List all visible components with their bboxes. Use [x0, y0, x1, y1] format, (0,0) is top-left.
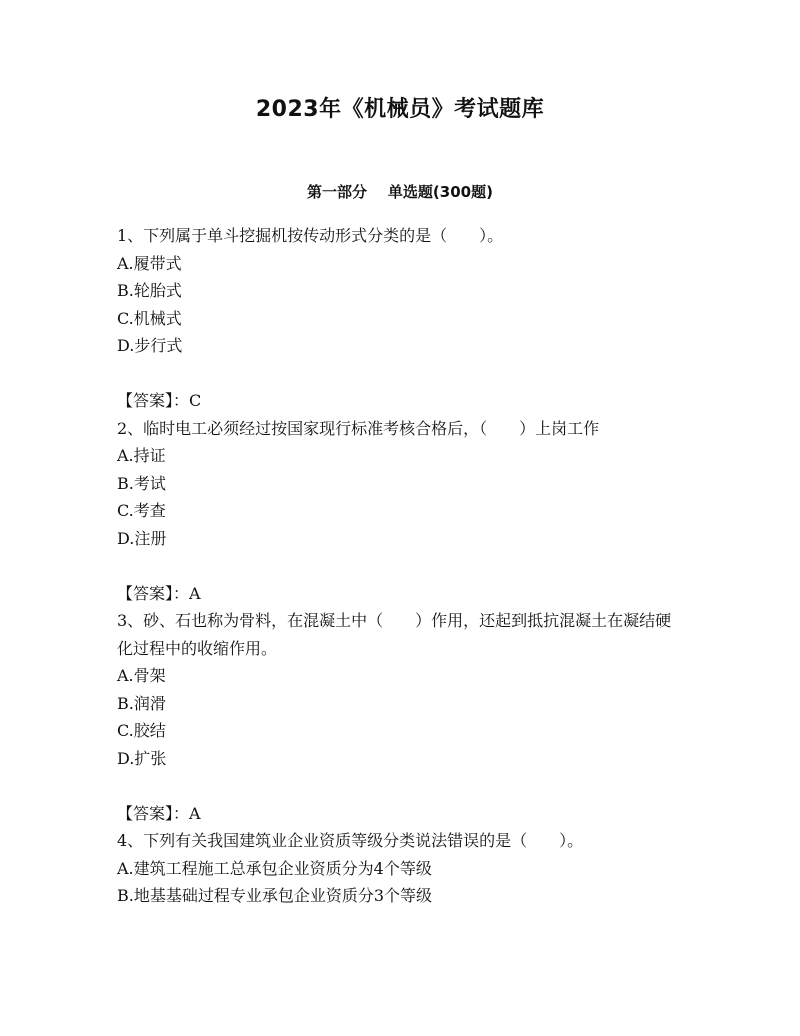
option-b: B.考试	[117, 473, 166, 493]
option-b: B.润滑	[117, 693, 166, 713]
option-d: D.扩张	[117, 748, 167, 768]
answer-value: A	[189, 583, 201, 603]
option-b: B.轮胎式	[117, 281, 182, 300]
question-item	[117, 827, 683, 910]
option-a: A.骨架	[117, 666, 166, 685]
section-title: 第一部分 单选题(300题)	[307, 183, 493, 201]
answer-label: 【答案】：	[117, 583, 190, 603]
option-d: D.注册	[117, 528, 167, 548]
question-stem: 2、临时电工必须经过按国家现行标准考核合格后，（ ）上岗工作	[117, 418, 600, 438]
answer-line	[117, 387, 683, 415]
question-item	[117, 415, 683, 608]
answer-value: C	[189, 391, 202, 410]
answer-label: 【答案】：	[117, 391, 190, 410]
answer-label: 【答案】：	[117, 803, 190, 823]
question-stem: 3、砂、石也称为骨料，在混凝土中（ ）作用，还起到抵抗混凝土在凝结硬化过程中的收缩作用。	[117, 611, 672, 658]
option-d: D.步行式	[117, 336, 183, 355]
document-title: 2023年《机械员》考试题库	[255, 97, 545, 122]
answer-line	[117, 800, 683, 828]
option-c: C.胶结	[117, 721, 166, 740]
question-item	[117, 222, 683, 415]
answer-value: A	[189, 803, 201, 823]
option-a: A.履带式	[117, 253, 182, 273]
question-stem: 4、下列有关我国建筑业企业资质等级分类说法错误的是（ ）。	[117, 831, 584, 850]
option-a: A.建筑工程施工总承包企业资质分为4个等级	[117, 858, 432, 878]
option-a: A.持证	[117, 446, 166, 465]
answer-line	[117, 580, 683, 608]
question-list	[117, 222, 683, 910]
question-stem: 1、下列属于单斗挖掘机按传动形式分类的是（ ）。	[117, 226, 504, 245]
option-b: B.地基基础过程专业承包企业资质分3个等级	[117, 886, 433, 905]
option-c: C.考查	[117, 501, 166, 520]
option-c: C.机械式	[117, 308, 182, 328]
question-item	[117, 607, 683, 827]
